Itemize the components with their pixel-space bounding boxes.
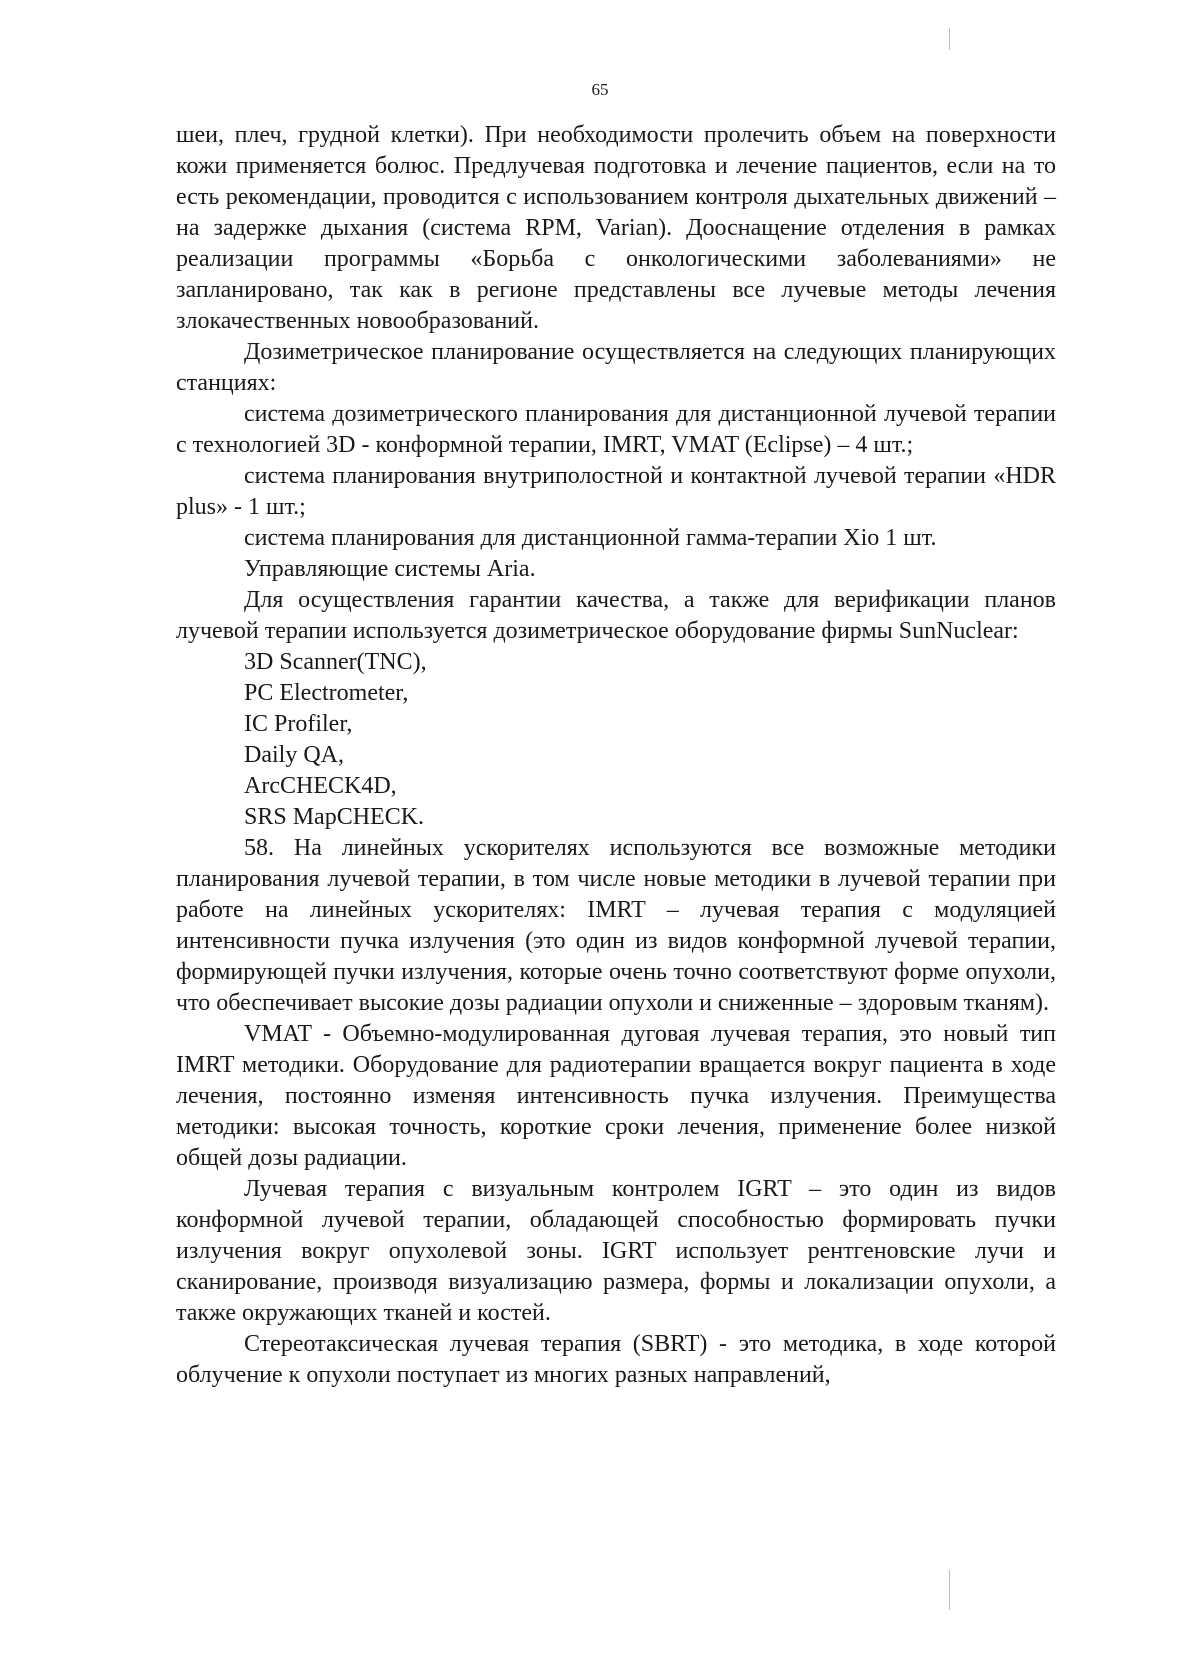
paragraph: Дозиметрическое планирование осуществляется на следующих планирующих станциях: bbox=[176, 339, 1056, 396]
list-item: PC Electrometer, bbox=[244, 680, 409, 706]
paragraph: система дозиметрического планирования для дистанционной лучевой терапии с технологией 3D - конформной терапии, IMRT, VMAT (Eclipse) – 4 шт.; bbox=[176, 401, 1056, 458]
paragraph: Стереотаксическая лучевая терапия (SBRT) - это методика, в ходе которой облучение к опухоли поступает из многих разных направлений, bbox=[176, 1331, 1056, 1388]
paragraph: Лучевая терапия с визуальным контролем IGRT – это один из видов конформной лучевой терапии, обладающей способностью формировать пучки излучения вокруг опухолевой зоны. IGRT использует рентгеновские лучи и сканирование, производя визуализацию размера, формы и локализации опухоли, а также окружающих тканей и костей. bbox=[176, 1176, 1056, 1326]
paragraph: система планирования для дистанционной гамма-терапии Xio 1 шт. bbox=[244, 525, 937, 551]
list-item: IC Profiler, bbox=[244, 711, 353, 737]
paragraph: Для осуществления гарантии качества, а также для верификации планов лучевой терапии используется дозиметрическое оборудование фирмы SunNuclear: bbox=[176, 587, 1056, 644]
list-item: Daily QA, bbox=[244, 742, 344, 768]
scan-artifact-line bbox=[949, 1570, 950, 1610]
paragraph: VMAT - Объемно-модулированная дуговая лучевая терапия, это новый тип IMRT методики. Оборудование для радиотерапии вращается вокруг пациента в ходе лечения, постоянно изменяя интенсивность пучка излучения. Преимущества методики: высокая точность, короткие сроки лечения, применение более низкой общей дозы радиации. bbox=[176, 1021, 1056, 1171]
list-item: 3D Scanner(TNC), bbox=[244, 649, 427, 675]
paragraph: система планирования внутриполостной и контактной лучевой терапии «HDR plus» - 1 шт.; bbox=[176, 463, 1056, 520]
paragraph: шеи, плеч, грудной клетки). При необходимости пролечить объем на поверхности кожи применяется болюс. Предлучевая подготовка и лечение пациентов, если на то есть рекомендации, проводится с использованием контроля дыхательных движений – на задержке дыхания (система RPM, Varian). Дооснащение отделения в рамках реализации программы «Борьба с онкологическими заболеваниями» не запланировано, так как в регионе представлены все лучевые методы лечения злокачественных новообразований. bbox=[176, 122, 1056, 334]
list-item: SRS MapCHECK. bbox=[244, 804, 425, 830]
paragraph: Управляющие системы Aria. bbox=[244, 556, 536, 582]
page-number: 65 bbox=[591, 80, 609, 99]
paragraph: 58. На линейных ускорителях используются все возможные методики планирования лучевой терапии, в том числе новые методики в лучевой терапии при работе на линейных ускорителях: IMRT – лучевая терапия с модуляцией интенсивности пучка излучения (это один из видов конформной лучевой терапии, формирующей пучки излучения, которые очень точно соответствуют форме опухоли, что обеспечивает высокие дозы радиации опухоли и сниженные – здоровым тканям). bbox=[176, 835, 1056, 1016]
document-body bbox=[176, 120, 1056, 1391]
scan-artifact-line bbox=[949, 28, 950, 50]
list-item: ArcCHECK4D, bbox=[244, 773, 397, 799]
